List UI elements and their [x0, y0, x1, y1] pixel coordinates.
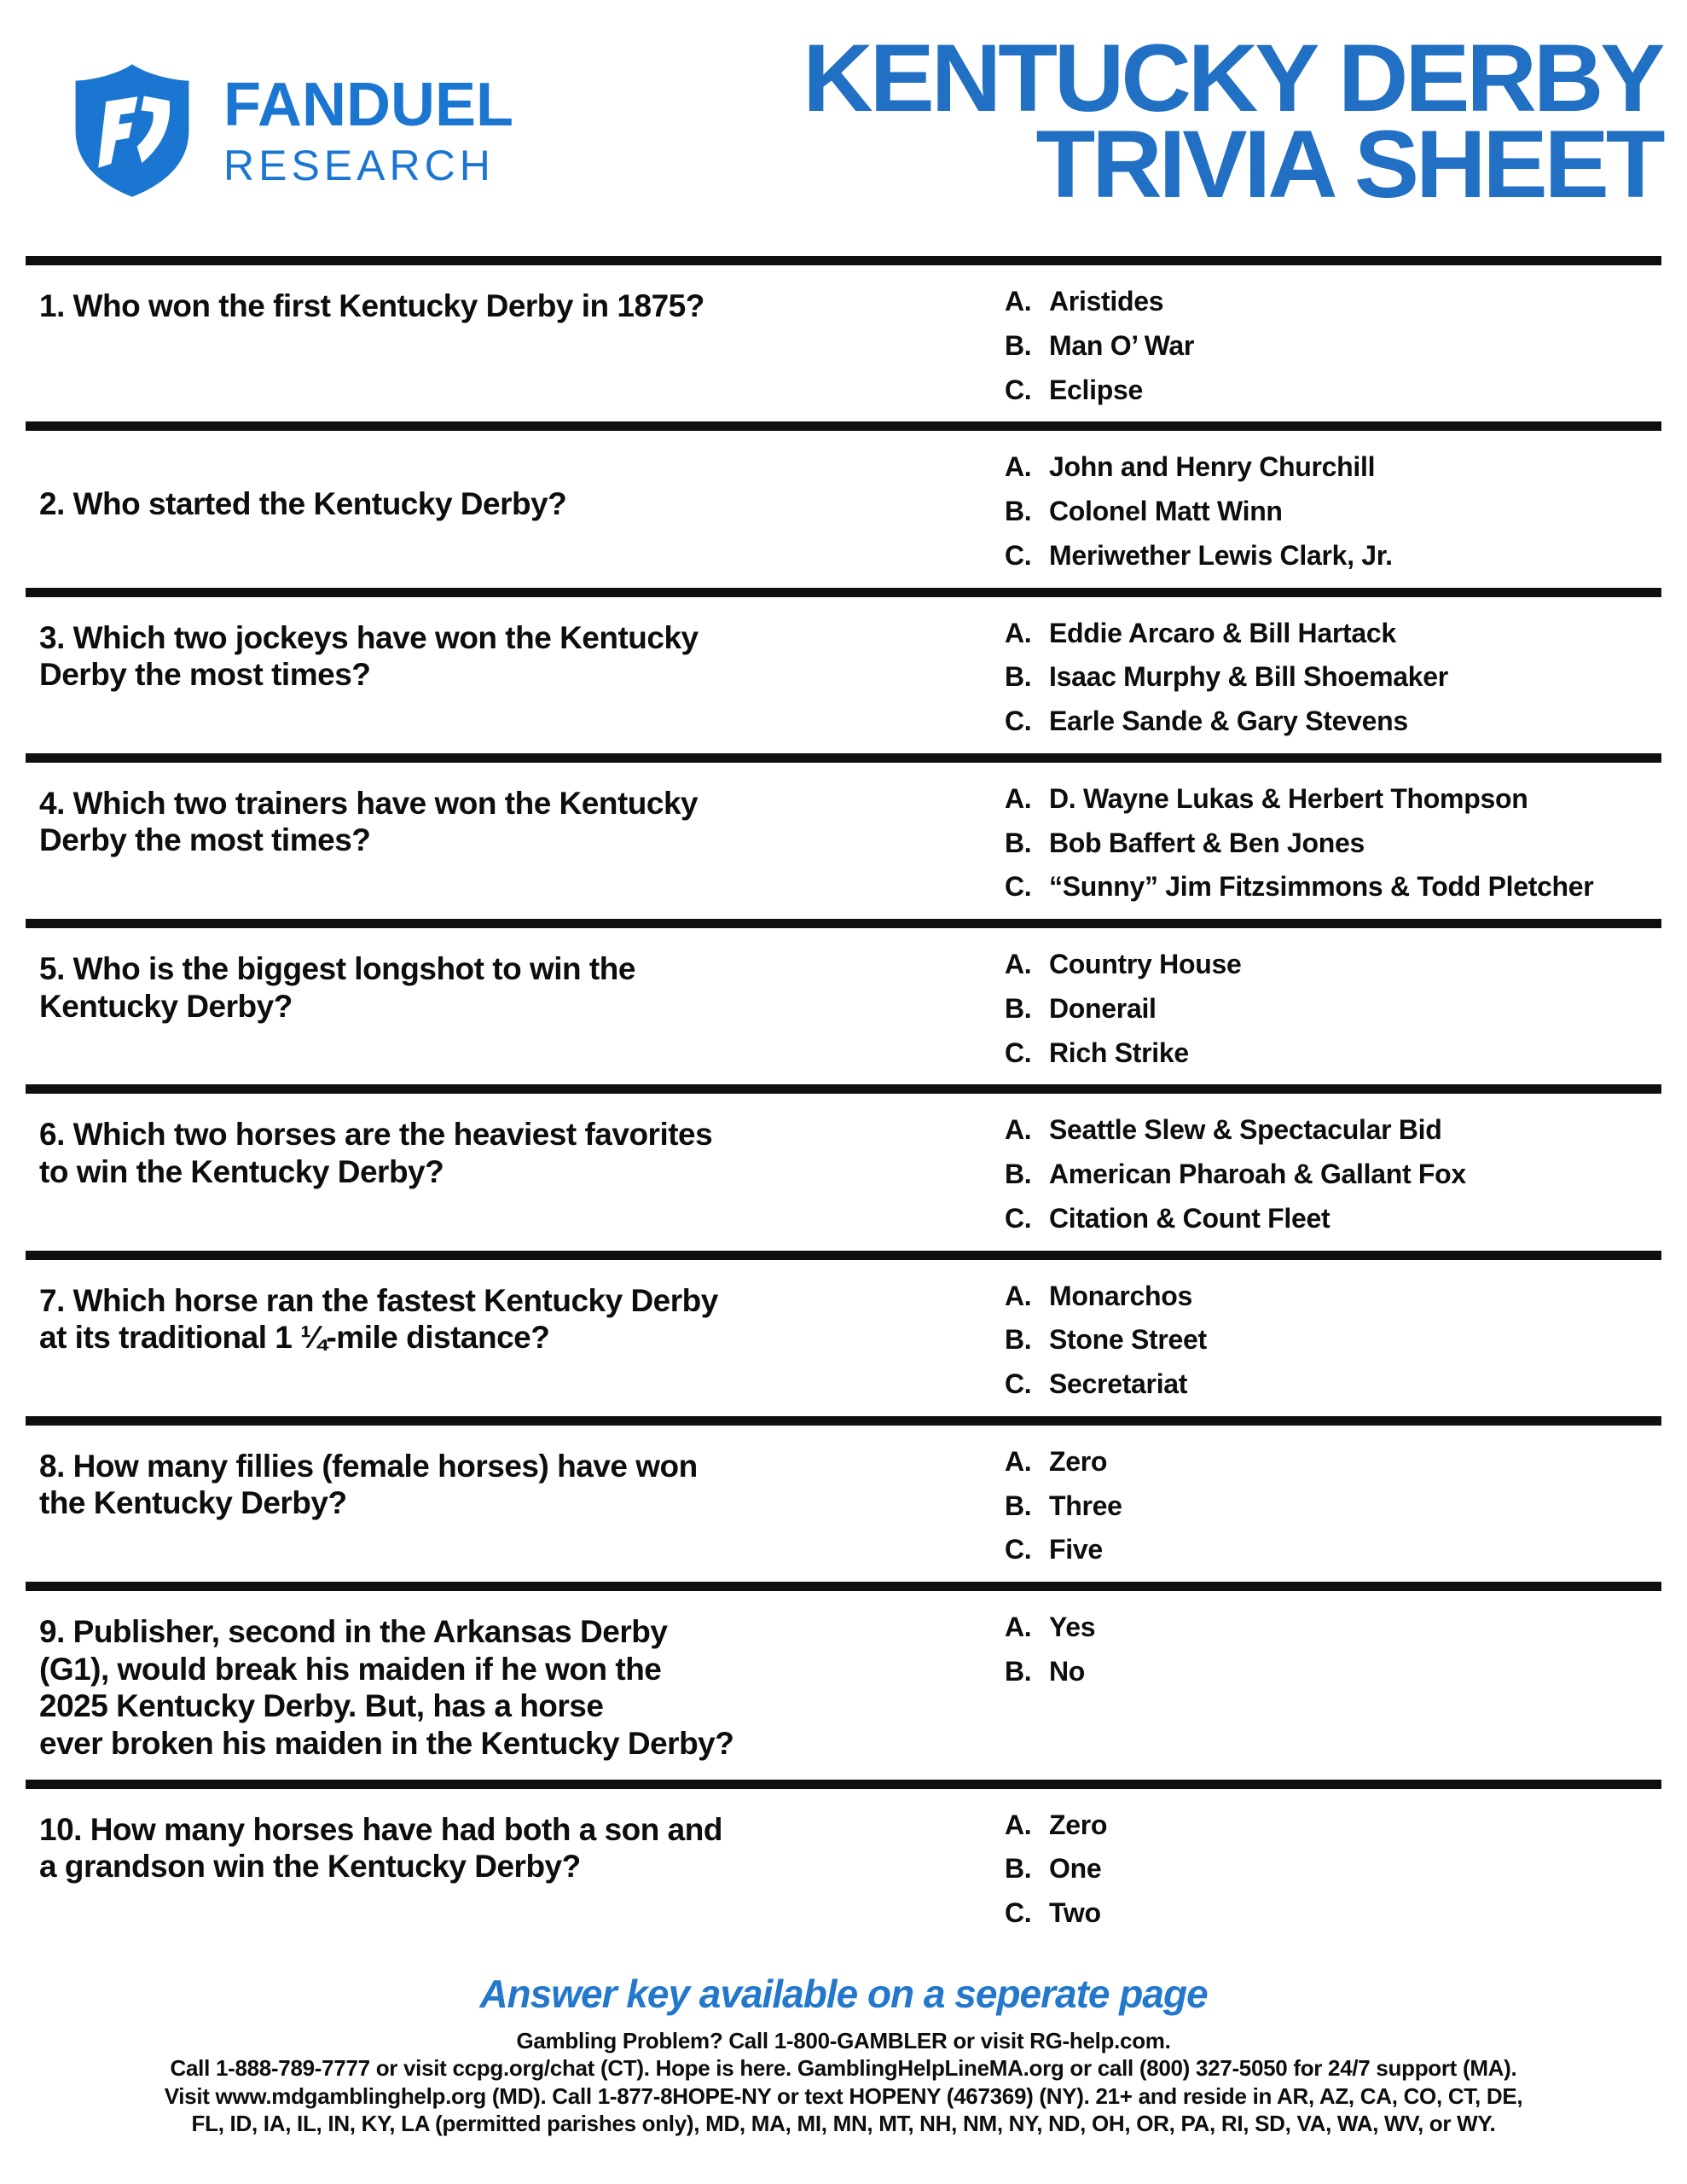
- question-text-line: at its traditional 1 ¼-mile distance?: [39, 1320, 550, 1356]
- answer-item: [1005, 1809, 1661, 1842]
- question-text-line: 1. Who won the first Kentucky Derby in 1875?: [39, 288, 704, 323]
- question-text: [26, 431, 964, 540]
- answer-item: [1005, 1853, 1661, 1885]
- question-text-line: 9. Publisher, second in the Arkansas Derby: [39, 1614, 668, 1649]
- answer-item: [1005, 828, 1661, 860]
- answer-item: [1005, 1281, 1661, 1313]
- title-line-1: KENTUCKY DERBY: [802, 25, 1661, 131]
- answer-label: A.: [1005, 1280, 1032, 1311]
- answer-label: C.: [1005, 1037, 1032, 1068]
- answer-label: C.: [1005, 871, 1032, 903]
- answer-text: No: [1049, 1655, 1086, 1687]
- answer-item: [1005, 286, 1661, 318]
- question-text-line: 10. How many horses have had both a son and: [39, 1811, 722, 1847]
- answer-label: B.: [1005, 1490, 1032, 1521]
- answer-label: A.: [1005, 1445, 1032, 1477]
- question-row: [26, 588, 1661, 753]
- answer-text: Yes: [1049, 1612, 1096, 1642]
- answer-label: A.: [1005, 1114, 1032, 1146]
- title-line-2: TRIVIA SHEET: [1035, 110, 1661, 218]
- question-text-line: 8. How many fillies (female horses) have won: [39, 1448, 698, 1484]
- answer-label: C.: [1005, 1368, 1032, 1399]
- answer-text: D. Wayne Lukas & Herbert Thompson: [1049, 782, 1528, 814]
- answer-item: [1005, 1114, 1661, 1147]
- question-text-line: 3. Which two jockeys have won the Kentucky: [39, 619, 699, 655]
- answer-key-note: Answer key available on a seperate page: [479, 1971, 1208, 2016]
- answer-text: Eclipse: [1049, 374, 1143, 405]
- answer-label: B.: [1005, 1853, 1032, 1885]
- question-row: [26, 1084, 1661, 1250]
- answer-label: B.: [1005, 496, 1032, 526]
- answer-label: A.: [1005, 782, 1032, 814]
- answer-label: B.: [1005, 1324, 1032, 1356]
- answer-item: [1005, 783, 1661, 816]
- header: [0, 0, 1687, 256]
- answer-label: B.: [1005, 661, 1032, 693]
- answer-text: Two: [1049, 1897, 1101, 1929]
- answer-label: A.: [1005, 949, 1032, 979]
- question-text-line: 7. Which horse ran the fastest Kentucky Derby: [39, 1282, 718, 1318]
- answer-text: Rich Strike: [1049, 1037, 1189, 1068]
- answer-item: [1005, 1159, 1661, 1191]
- question-text: [26, 597, 964, 711]
- answer-text: Eddie Arcaro & Bill Hartack: [1049, 617, 1396, 648]
- answer-item: [1005, 949, 1661, 981]
- answer-label: C.: [1005, 706, 1032, 736]
- answer-text: Five: [1049, 1534, 1103, 1565]
- answer-label: A.: [1005, 1612, 1032, 1642]
- answer-item: [1005, 375, 1661, 407]
- answer-label: C.: [1005, 374, 1032, 405]
- answer-text: Stone Street: [1049, 1324, 1207, 1356]
- answer-label: B.: [1005, 827, 1032, 858]
- answer-text: Zero: [1049, 1445, 1108, 1477]
- question-text-line: the Kentucky Derby?: [39, 1485, 347, 1521]
- question-row: [26, 753, 1661, 919]
- answer-label: B.: [1005, 992, 1032, 1024]
- answer-label: B.: [1005, 329, 1032, 361]
- answer-label: C.: [1005, 1202, 1032, 1234]
- answer-label: B.: [1005, 1655, 1032, 1687]
- question-text-line: Derby the most times?: [39, 822, 371, 858]
- question-row: [26, 1416, 1661, 1582]
- answer-item: [1005, 451, 1661, 484]
- question-row: [26, 421, 1661, 587]
- answer-item: [1005, 871, 1661, 903]
- question-row: [26, 1582, 1661, 1780]
- answer-text: One: [1049, 1853, 1102, 1885]
- disclaimer-line: FL, ID, IA, IL, IN, KY, LA (permitted parishes only), MD, MA, MI, MN, MT, NH, NM, NY, ND, OH, OR, PA, RI, SD, VA, WA, WV, or WY.: [191, 2111, 1496, 2137]
- answer-text: Man O’ War: [1049, 329, 1195, 361]
- answer-item: [1005, 496, 1661, 528]
- question-text-line: 6. Which two horses are the heaviest favorites: [39, 1117, 713, 1153]
- answers-list: [964, 1789, 1661, 1945]
- answers-list: [964, 597, 1661, 753]
- answer-item: [1005, 1037, 1661, 1070]
- answer-item: [1005, 1612, 1661, 1644]
- disclaimer-line: Gambling Problem? Call 1-800-GAMBLER or visit RG-help.com.: [516, 2027, 1171, 2053]
- answer-label: C.: [1005, 1534, 1032, 1565]
- question-text: [26, 763, 964, 876]
- question-text: [26, 1426, 964, 1539]
- question-text-line: 2025 Kentucky Derby. But, has a horse: [39, 1688, 604, 1724]
- answers-list: [964, 431, 1661, 587]
- answer-text: Aristides: [1049, 286, 1164, 317]
- question-text-line: 4. Which two trainers have won the Kentucky: [39, 785, 699, 821]
- answers-list: [964, 1260, 1661, 1416]
- answer-text: Donerail: [1049, 992, 1157, 1024]
- answer-text: Seattle Slew & Spectacular Bid: [1049, 1114, 1442, 1146]
- question-text-line: ever broken his maiden in the Kentucky Derby?: [39, 1725, 734, 1761]
- answer-text: Secretariat: [1049, 1368, 1188, 1399]
- question-text: [26, 1260, 964, 1374]
- answer-label: A.: [1005, 1809, 1032, 1840]
- brand-wordmark: [223, 71, 513, 189]
- question-text: [26, 928, 964, 1042]
- gambling-disclaimer: [20, 2027, 1667, 2138]
- disclaimer-line: Visit www.mdgamblinghelp.org (MD). Call 1-877-8HOPE-NY or text HOPENY (467369) (NY). 21+ and reside in AR, AZ, CA, CO, CT, DE,: [164, 2082, 1523, 2109]
- answer-item: [1005, 1324, 1661, 1356]
- answers-list: [964, 265, 1661, 421]
- answer-label: C.: [1005, 1897, 1032, 1929]
- brand-name: FANDUEL: [223, 71, 513, 139]
- answers-list: [964, 1094, 1661, 1250]
- answer-text: “Sunny” Jim Fitzsimmons & Todd Pletcher: [1049, 871, 1594, 903]
- fanduel-shield-icon: [63, 61, 201, 200]
- question-text-line: Derby the most times?: [39, 657, 371, 693]
- answer-label: B.: [1005, 1159, 1032, 1189]
- question-row: [26, 1780, 1661, 1945]
- answers-list: [964, 928, 1661, 1084]
- question-text: [26, 265, 964, 342]
- questions-list: [26, 256, 1661, 1945]
- question-text: [26, 1789, 964, 1902]
- answer-item: [1005, 1203, 1661, 1235]
- answer-text: Three: [1049, 1490, 1122, 1521]
- answer-text: Earle Sande & Gary Stevens: [1049, 706, 1408, 736]
- answer-item: [1005, 661, 1661, 694]
- answer-item: [1005, 540, 1661, 572]
- answer-text: Meriwether Lewis Clark, Jr.: [1049, 539, 1393, 571]
- question-text: [26, 1591, 964, 1780]
- question-row: [26, 919, 1661, 1084]
- answers-list: [964, 1426, 1661, 1582]
- question-text-line: 2. Who started the Kentucky Derby?: [39, 486, 567, 522]
- answer-item: [1005, 1897, 1661, 1930]
- answers-list: [964, 1591, 1661, 1704]
- answer-label: A.: [1005, 451, 1032, 483]
- disclaimer-line: Call 1-888-789-7777 or visit ccpg.org/chat (CT). Hope is here. GamblingHelpLineMA.org or call (800) 327-5050 for 24/7 support (MA).: [170, 2055, 1517, 2082]
- question-text-line: 5. Who is the biggest longshot to win the: [39, 951, 635, 986]
- question-row: [26, 1251, 1661, 1416]
- question-text: [26, 1094, 964, 1207]
- answer-item: [1005, 1368, 1661, 1401]
- answer-item: [1005, 1656, 1661, 1688]
- answer-text: Citation & Count Fleet: [1049, 1202, 1330, 1234]
- answer-item: [1005, 706, 1661, 738]
- answer-text: John and Henry Churchill: [1049, 451, 1376, 483]
- answer-label: A.: [1005, 286, 1032, 317]
- answers-list: [964, 763, 1661, 919]
- fanduel-logo: [63, 61, 513, 200]
- answer-text: Bob Baffert & Ben Jones: [1049, 827, 1365, 858]
- question-text-line: a grandson win the Kentucky Derby?: [39, 1849, 581, 1885]
- answer-item: [1005, 1534, 1661, 1566]
- answer-item: [1005, 618, 1661, 650]
- footer: [0, 1971, 1687, 2138]
- answer-item: [1005, 993, 1661, 1025]
- answer-item: [1005, 1490, 1661, 1523]
- answer-text: Colonel Matt Winn: [1049, 496, 1283, 526]
- answer-text: American Pharoah & Gallant Fox: [1049, 1159, 1466, 1189]
- answer-item: [1005, 330, 1661, 363]
- page-title: [802, 25, 1661, 218]
- question-text-line: Kentucky Derby?: [39, 988, 293, 1024]
- answer-text: Zero: [1049, 1809, 1108, 1840]
- answer-text: Country House: [1049, 949, 1242, 979]
- question-text-line: to win the Kentucky Derby?: [39, 1153, 444, 1189]
- answer-text: Isaac Murphy & Bill Shoemaker: [1049, 661, 1448, 693]
- question-row: [26, 256, 1661, 421]
- answer-item: [1005, 1446, 1661, 1478]
- question-text-line: (G1), would break his maiden if he won the: [39, 1651, 662, 1687]
- answer-label: C.: [1005, 539, 1032, 571]
- brand-subtitle: RESEARCH: [223, 142, 495, 189]
- answer-label: A.: [1005, 617, 1032, 648]
- answer-text: Monarchos: [1049, 1280, 1192, 1311]
